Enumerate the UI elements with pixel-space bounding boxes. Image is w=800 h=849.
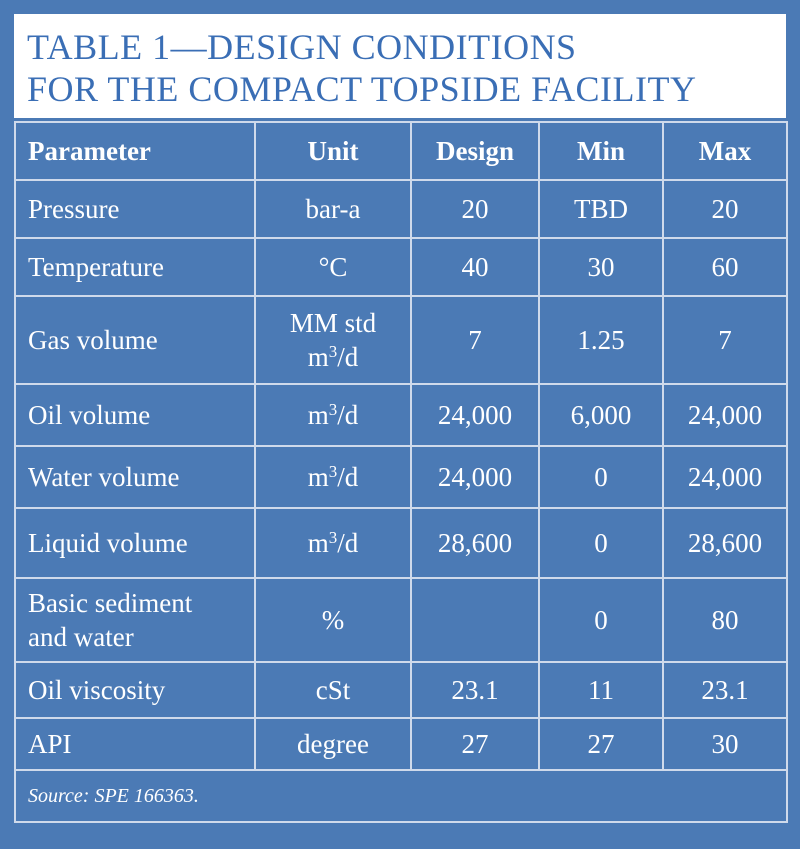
table-row xyxy=(15,578,787,662)
cell-unit: $m^3/d$ xyxy=(255,384,411,446)
table-title-line-1: TABLE 1—DESIGN CONDITIONS xyxy=(27,27,577,67)
cell-max: 7 xyxy=(663,296,787,384)
cell-design: 27 xyxy=(411,718,539,770)
cell-unit: % xyxy=(255,578,411,662)
cell-max: 24,000 xyxy=(663,446,787,508)
parameter-line-1: Basic sediment xyxy=(28,588,193,618)
cell-min: 0 xyxy=(539,578,663,662)
cell-min: 11 xyxy=(539,662,663,718)
cell-min: TBD xyxy=(539,180,663,238)
cell-parameter: Liquid volume xyxy=(15,508,255,578)
cell-min: 0 xyxy=(539,508,663,578)
cell-design: 20 xyxy=(411,180,539,238)
table-row xyxy=(15,508,787,578)
cell-design: 23.1 xyxy=(411,662,539,718)
table-row xyxy=(15,296,787,384)
cell-unit: °C xyxy=(255,238,411,296)
cell-max: 23.1 xyxy=(663,662,787,718)
unit-line-2: $m^3/d$ xyxy=(307,342,359,372)
design-conditions-table xyxy=(14,121,788,823)
cell-design: 24,000 xyxy=(411,446,539,508)
cell-unit xyxy=(255,296,411,384)
cell-max: 60 xyxy=(663,238,787,296)
table-row xyxy=(15,662,787,718)
source-row xyxy=(15,770,787,822)
cell-unit: degree xyxy=(255,718,411,770)
cell-parameter: Oil volume xyxy=(15,384,255,446)
cell-parameter: Temperature xyxy=(15,238,255,296)
cell-max: 30 xyxy=(663,718,787,770)
table-row xyxy=(15,446,787,508)
table-title-line-2: FOR THE COMPACT TOPSIDE FACILITY xyxy=(27,69,697,109)
cell-design: 40 xyxy=(411,238,539,296)
cell-max: 28,600 xyxy=(663,508,787,578)
cell-parameter: Gas volume xyxy=(15,296,255,384)
cell-parameter: Water volume xyxy=(15,446,255,508)
title-box xyxy=(14,14,786,118)
cell-unit: $m^3/d$ xyxy=(255,446,411,508)
cell-min: 27 xyxy=(539,718,663,770)
cell-unit: $m^3/d$ xyxy=(255,508,411,578)
table-header-row xyxy=(15,122,787,180)
cell-unit: cSt xyxy=(255,662,411,718)
table-row xyxy=(15,238,787,296)
source-note: Source: SPE 166363. xyxy=(15,770,787,822)
cell-design: 7 xyxy=(411,296,539,384)
cell-min: 30 xyxy=(539,238,663,296)
cell-parameter: Pressure xyxy=(15,180,255,238)
cell-parameter xyxy=(15,578,255,662)
cell-max: 80 xyxy=(663,578,787,662)
header-unit: Unit xyxy=(255,122,411,180)
cell-min: 6,000 xyxy=(539,384,663,446)
header-min: Min xyxy=(539,122,663,180)
cell-parameter: Oil viscosity xyxy=(15,662,255,718)
cell-min: 1.25 xyxy=(539,296,663,384)
cell-min: 0 xyxy=(539,446,663,508)
cell-max: 24,000 xyxy=(663,384,787,446)
cell-parameter: API xyxy=(15,718,255,770)
parameter-line-2: and water xyxy=(28,622,134,652)
cell-max: 20 xyxy=(663,180,787,238)
cell-unit: bar-a xyxy=(255,180,411,238)
header-design: Design xyxy=(411,122,539,180)
unit-line-1: MM std xyxy=(289,308,377,338)
table-row xyxy=(15,718,787,770)
header-max: Max xyxy=(663,122,787,180)
table-row xyxy=(15,180,787,238)
cell-design: 24,000 xyxy=(411,384,539,446)
table-row xyxy=(15,384,787,446)
cell-design: 28,600 xyxy=(411,508,539,578)
cell-design xyxy=(411,578,539,662)
header-parameter: Parameter xyxy=(15,122,255,180)
